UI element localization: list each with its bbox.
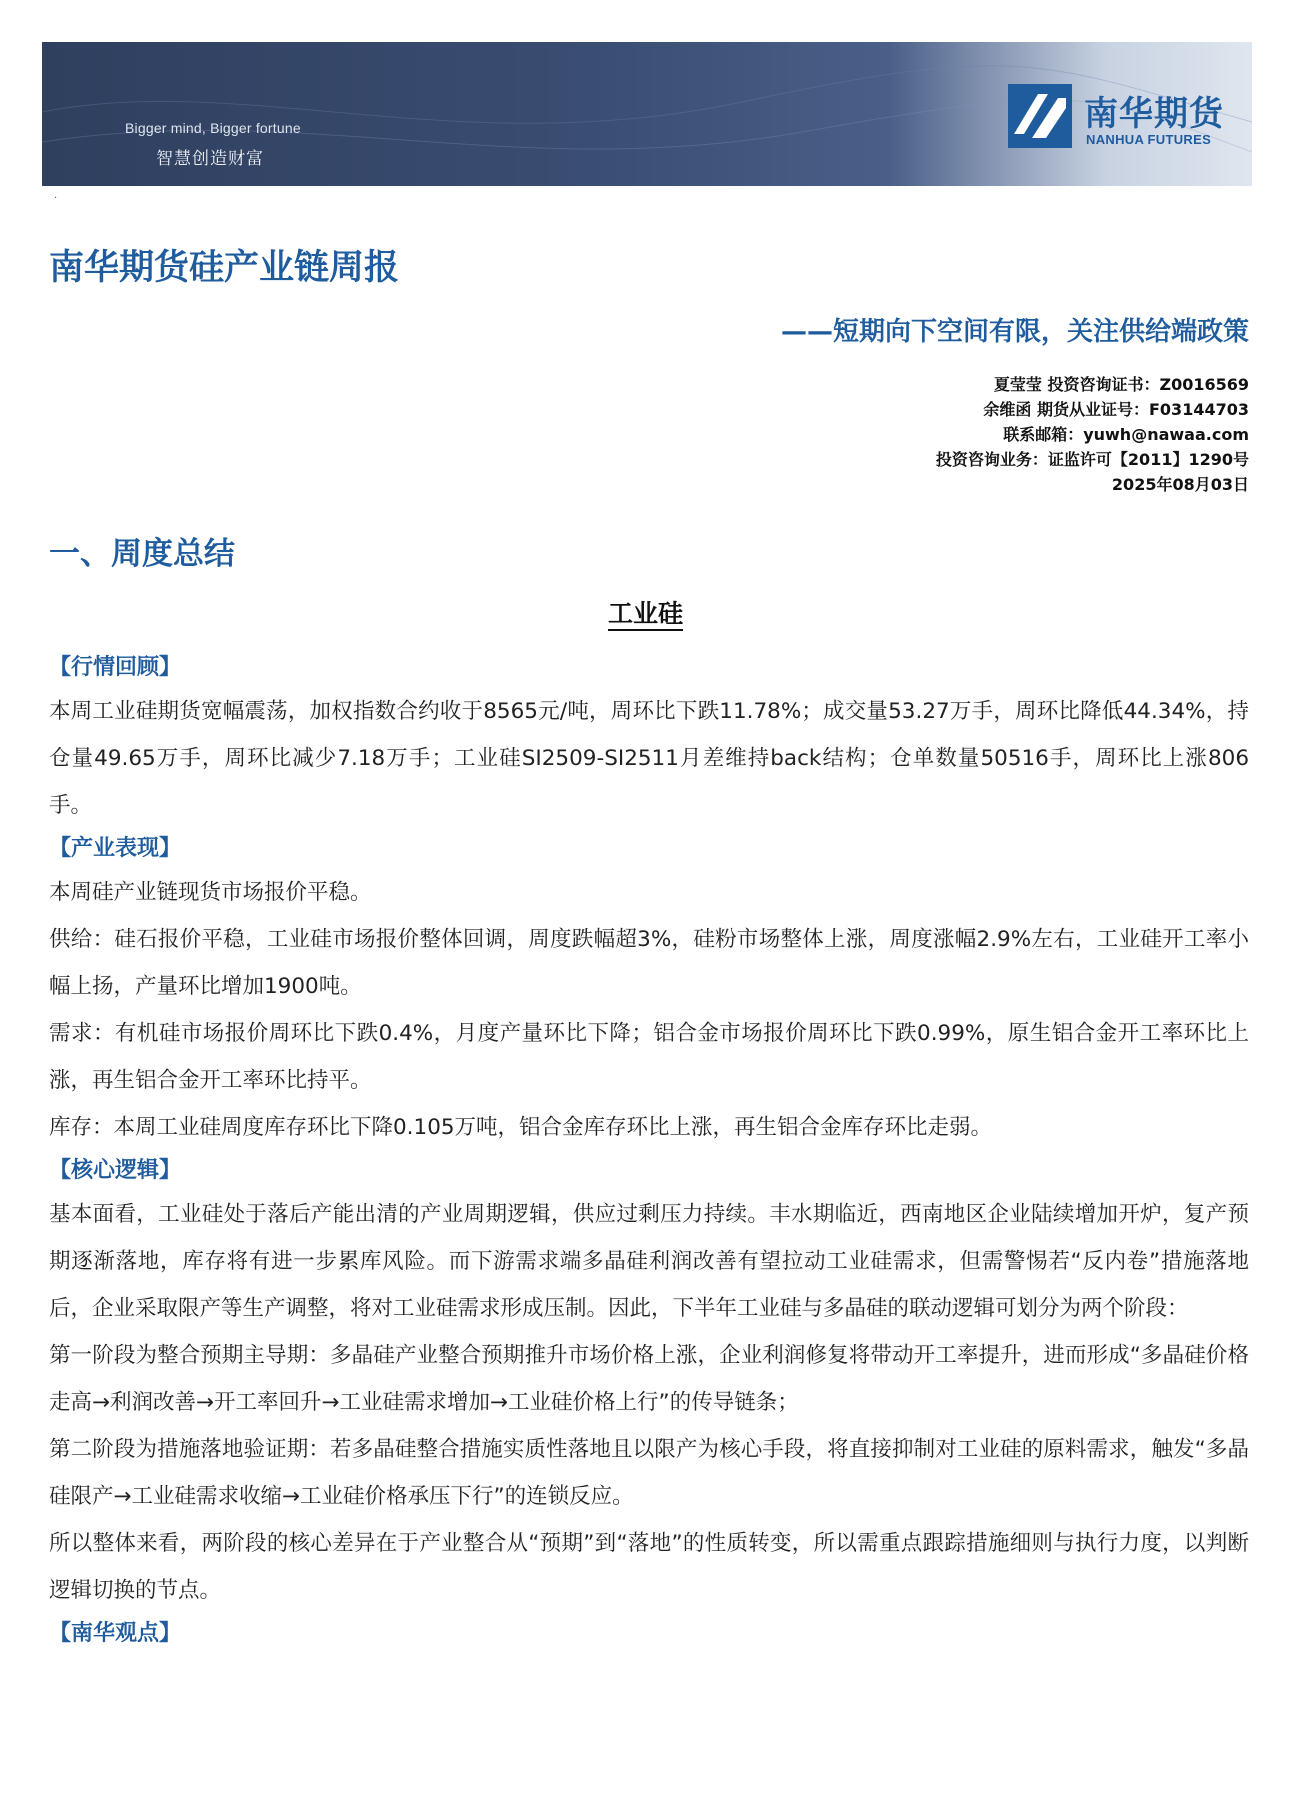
report-date: 2025年08月03日 xyxy=(1111,475,1249,494)
banner-slogan-chinese: 智慧创造财富 xyxy=(156,149,264,169)
license-info: 投资咨询业务：证监许可【2011】1290号 xyxy=(935,450,1249,469)
section-subheading-text: 工业硅 xyxy=(608,599,683,631)
market-review-text: 本周工业硅期货宽幅震荡，加权指数合约收于8565元/吨，周环比下跌11.78%；成交量53.27万手，周环比降低44.34%，持仓量49.65万手，周环比减少7.18万手；工业硅SI2509-SI2511月差维持back结构；仓单数量50516手，周环比上涨806手。 xyxy=(49,699,1249,818)
section-heading: 一、周度总结 xyxy=(49,536,235,572)
logo-text-english: NANHUA FUTURES xyxy=(1086,132,1212,147)
core-logic-paragraph-1: 基本面看，工业硅处于落后产能出清的产业周期逻辑，供应过剩压力持续。丰水期临近，西南地区企业陆续增加开炉，复产预期逐渐落地，库存将有进一步累库风险。而下游需求端多晶硅利润改善有望拉动工业硅需求，但需警惕若“反内卷”措施落地后，企业采取限产等生产调整，将对工业硅需求形成压制。因此，下半年工业硅与多晶硅的联动逻辑可划分为两个阶段： xyxy=(49,1202,1249,1321)
market-review-label: 【行情回顾】 xyxy=(49,655,182,680)
author-info xyxy=(936,372,1249,497)
demand-text: 需求：有机硅市场报价周环比下跌0.4%，月度产量环比下降；铝合金市场报价周环比下跌0.99%，原生铝合金开工率环比上涨，再生铝合金开工率环比持平。 xyxy=(49,1021,1249,1093)
logo-mark-icon xyxy=(1008,84,1072,148)
section-subheading xyxy=(0,594,1291,630)
supply-text: 供给：硅石报价平稳，工业硅市场报价整体回调，周度跌幅超3%，硅粉市场整体上涨，周度涨幅2.9%左右，工业硅开工率小幅上扬，产量环比增加1900吨。 xyxy=(49,927,1249,999)
contact-email: 联系邮箱：yuwh@nawaa.com xyxy=(1003,425,1249,444)
industry-performance-label: 【产业表现】 xyxy=(49,836,182,861)
author-line-2: 余维函 期货从业证号：F03144703 xyxy=(983,400,1249,419)
logo-text-chinese: 南华期货 xyxy=(1084,94,1224,134)
inventory-text: 库存：本周工业硅周度库存环比下降0.105万吨，铝合金库存环比上涨，再生铝合金库存环比走弱。 xyxy=(49,1115,993,1140)
core-logic-label: 【核心逻辑】 xyxy=(49,1158,182,1183)
author-line-1: 夏莹莹 投资咨询证书：Z0016569 xyxy=(993,375,1249,394)
nanhua-view-label: 【南华观点】 xyxy=(49,1621,182,1646)
banner-slogan-english: Bigger mind, Bigger fortune xyxy=(125,120,301,136)
report-body xyxy=(49,648,1249,1654)
page-marker: · xyxy=(54,193,58,204)
report-subtitle: ——短期向下空间有限，关注供给端政策 xyxy=(780,317,1249,347)
company-logo xyxy=(1008,82,1248,152)
report-title: 南华期货硅产业链周报 xyxy=(49,248,400,288)
header-banner xyxy=(42,42,1252,186)
core-logic-paragraph-2: 第一阶段为整合预期主导期：多晶硅产业整合预期推升市场价格上涨，企业利润修复将带动开工率提升，进而形成“多晶硅价格走高→利润改善→开工率回升→工业硅需求增加→工业硅价格上行”的传导链条； xyxy=(49,1343,1249,1415)
industry-intro-text: 本周硅产业链现货市场报价平稳。 xyxy=(49,880,372,905)
core-logic-paragraph-4: 所以整体来看，两阶段的核心差异在于产业整合从“预期”到“落地”的性质转变，所以需重点跟踪措施细则与执行力度，以判断逻辑切换的节点。 xyxy=(49,1531,1249,1603)
core-logic-paragraph-3: 第二阶段为措施落地验证期：若多晶硅整合措施实质性落地且以限产为核心手段，将直接抑制对工业硅的原料需求，触发“多晶硅限产→工业硅需求收缩→工业硅价格承压下行”的连锁反应。 xyxy=(49,1437,1249,1509)
